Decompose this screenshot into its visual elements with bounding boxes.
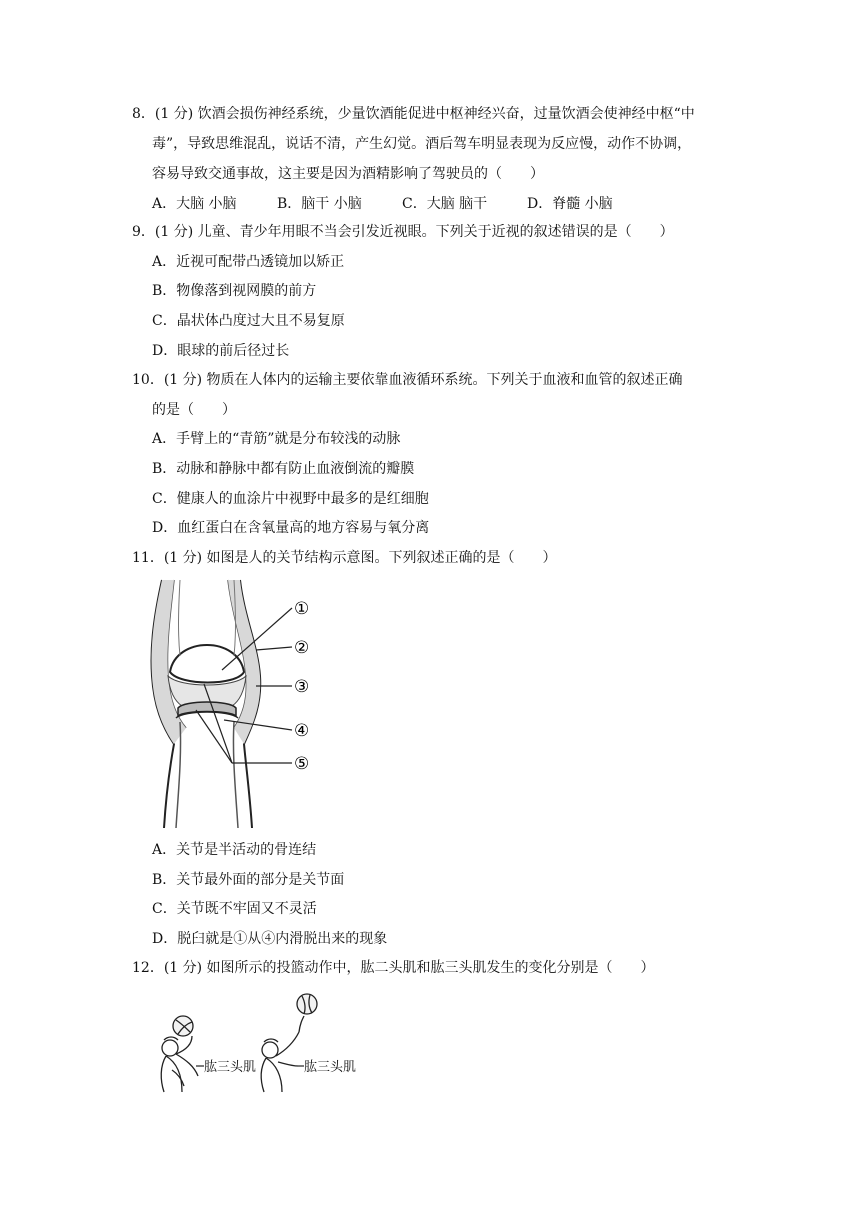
q9-option-a: A．近视可配带凸透镜加以矫正 xyxy=(152,254,345,270)
player-figure-2 xyxy=(261,994,317,1092)
joint-label-5: ⑤ xyxy=(294,754,310,774)
q10-stem-line1: 10．(1 分) 物质在人体内的运输主要依靠血液循环系统。下列关于血液和血管的叙述正确 xyxy=(132,372,683,388)
q9-stem-line1: 9．(1 分) 儿童、青少年用眼不当会引发近视眼。下列关于近视的叙述错误的是（ ） xyxy=(132,224,674,240)
q10-option-a: A．手臂上的“青筋”就是分布较浅的动脉 xyxy=(152,431,401,447)
q11-option-b: B．关节最外面的部分是关节面 xyxy=(152,872,345,888)
q9-option-b: B．物像落到视网膜的前方 xyxy=(152,283,317,299)
triceps-label-2: 肱三头肌 xyxy=(304,1060,357,1075)
q9-option-d: D．眼球的前后径过长 xyxy=(152,343,290,359)
joint-structure-diagram xyxy=(140,576,330,832)
joint-label-2: ② xyxy=(294,638,310,658)
q10-option-b: B．动脉和静脉中都有防止血液倒流的瓣膜 xyxy=(152,461,415,477)
q8-stem-line1: 8．(1 分) 饮酒会损伤神经系统，少量饮酒能促进中枢神经兴奋，过量饮酒会使神经中枢“中 xyxy=(132,106,695,122)
q11-option-a: A．关节是半活动的骨连结 xyxy=(152,842,317,858)
q11-option-c: C．关节既不牢固又不灵活 xyxy=(152,901,317,917)
triceps-label-1: 肱三头肌 xyxy=(204,1060,257,1075)
joint-label-3: ③ xyxy=(294,677,310,697)
q9-option-c: C．晶状体凸度过大且不易复原 xyxy=(152,313,345,329)
circled-4-mark: ④ xyxy=(261,931,276,947)
q8-option-c: C．大脑 脑干 xyxy=(402,196,488,212)
q8-option-b: B．脑干 小脑 xyxy=(277,196,362,212)
q11-option-d xyxy=(152,929,387,949)
player-figure-1 xyxy=(161,1016,198,1092)
q8-options xyxy=(152,194,613,214)
q12-stem-line1: 12．(1 分) 如图所示的投篮动作中，肱二头肌和肱三头肌发生的变化分别是（ ） xyxy=(132,960,655,976)
q10-option-d: D．血红蛋白在含氧量高的地方容易与氧分离 xyxy=(152,520,430,536)
q8-stem-line3: 容易导致交通事故，这主要是因为酒精影响了驾驶员的（ ） xyxy=(152,166,544,182)
basketball-shot-figure xyxy=(152,990,362,1100)
q10-stem-line2: 的是（ ） xyxy=(152,402,236,418)
joint-label-1: ① xyxy=(294,599,310,619)
q11-option-d-mid: 从 xyxy=(247,931,262,947)
q11-option-d-suffix: 内滑脱出来的现象 xyxy=(275,931,388,947)
q8-option-a: A．大脑 小脑 xyxy=(152,196,237,212)
q11-option-d-prefix: D．脱臼就是 xyxy=(152,931,234,947)
circled-1-mark: ① xyxy=(233,931,248,947)
q10-option-c: C．健康人的血涂片中视野中最多的是红细胞 xyxy=(152,491,429,507)
q11-stem-line1: 11．(1 分) 如图是人的关节结构示意图。下列叙述正确的是（ ） xyxy=(132,550,557,566)
joint-label-4: ④ xyxy=(294,721,310,741)
q8-option-d: D．脊髓 小脑 xyxy=(527,196,613,212)
q8-stem-line2: 毒”，导致思维混乱，说话不清，产生幻觉。酒后驾车明显表现为反应慢，动作不协调， xyxy=(152,136,692,152)
